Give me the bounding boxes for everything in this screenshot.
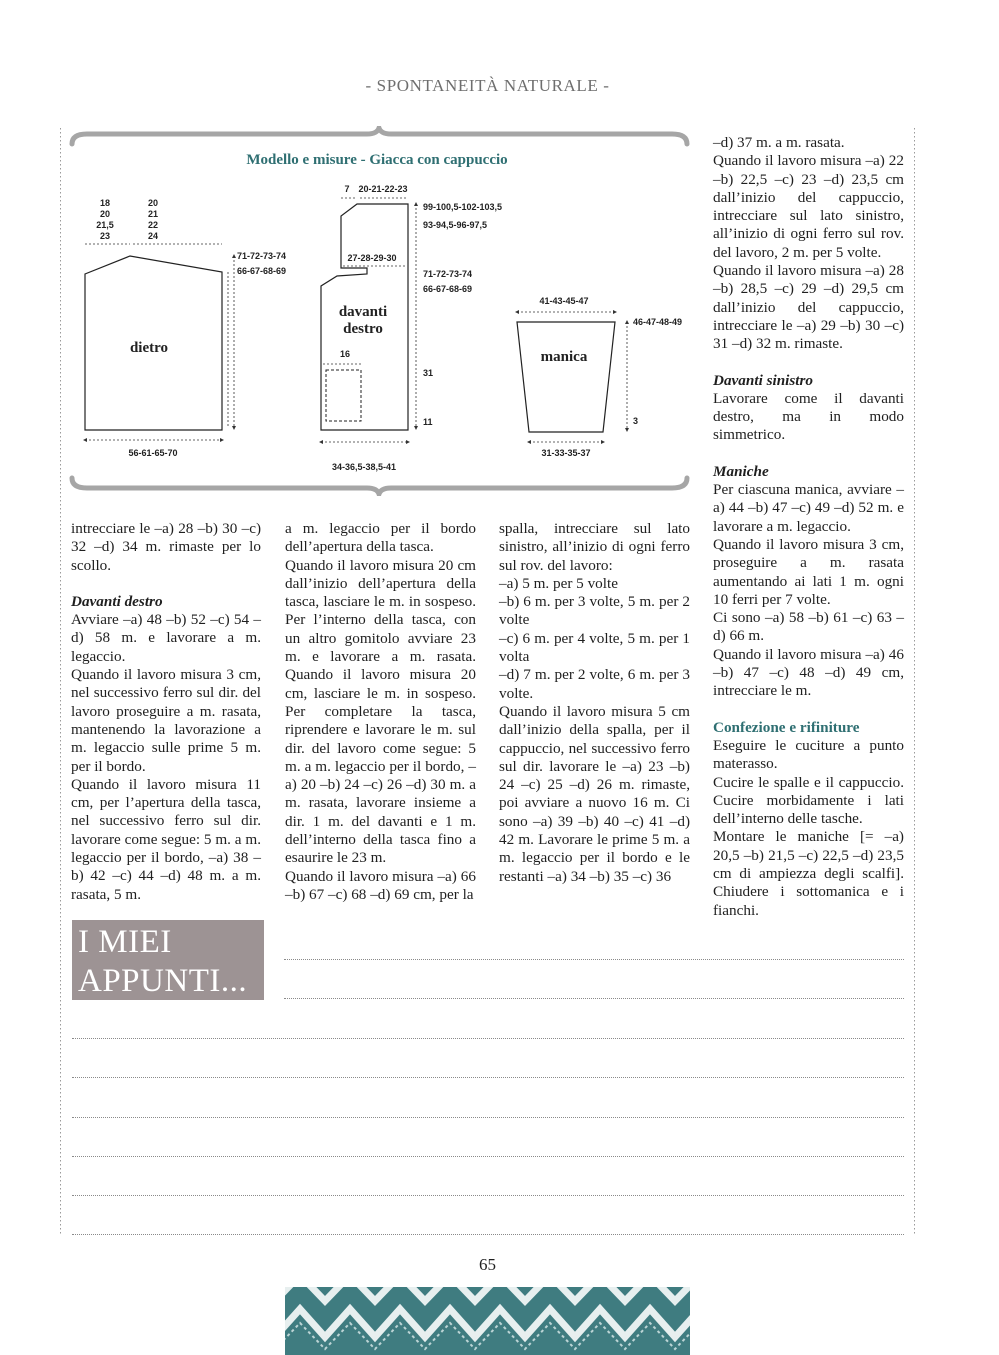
svg-text:21: 21 (147, 209, 159, 219)
svg-text:41-43-45-47: 41-43-45-47 (539, 296, 589, 306)
svg-text:71-72-73-74: 71-72-73-74 (423, 269, 473, 279)
svg-text:93-94,5-96-97,5: 93-94,5-96-97,5 (423, 220, 488, 230)
notes-line (72, 1038, 904, 1039)
text-column-4: –d) 37 m. a m. rasata. Quando il lavoro misura –a) 22 –b) 22,5 –c) 23 –d) 23,5 cm dall’inizio del cappuccio, intrecciare sul lato sinistro, all’inizio di ogni ferro sul rov. del lavoro, 2 m. per 5 volte. Quando il lavoro misura –a) 28 –b) 28,5 –c) 29 –d) 29,5 cm dall’inizio del cappuccio, intrecciare le –a) 29 –b) 30 –c) 31 –d) 32 m. rimaste. Davanti sinistro Lavorare come il davanti destro, ma in modo simmetrico. Maniche Per ciascuna manica, avviare –a) 44 –b) 47 –c) 49 –d) 52 m. e lavorare a m. legaccio. Quando il lavoro misura 3 cm, proseguire a m. rasata aumentando ai lati 1 m. ogni 10 ferri per 7 volte. Ci sono –a) 58 –b) 61 –c) 63 –d) 66 m. Quando il lavoro misura –a) 46 –b) 47 –c) 48 –d) 49 cm, intrecciare le m. Confezione e rifiniture Eseguire le cuciture a punto materasso. Cucire le spalle e il cappuccio. Cucire morbidamente i lati dell’interno delle tasche. Montare le maniche [= –a) 20,5 –b) 21,5 –c) 22,5 –d) 23,5 cm di ampiezza degli scalfi]. Chiudere i sottomanica e i fianchi. (713, 134, 904, 919)
notes-line (72, 1234, 904, 1235)
page-header: - SPONTANEITÀ NATURALE - (365, 76, 610, 95)
svg-text:46-47-48-49: 46-47-48-49 (633, 317, 683, 327)
svg-text:20-21-22-23: 20-21-22-23 (358, 184, 408, 194)
text-column-1: intrecciare le –a) 28 –b) 30 –c) 32 –d) 34 m. rimaste per lo scollo. Davanti destro Avviare –a) 48 –b) 52 –c) 54 –d) 58 m. e lavorare a m. legaccio. Quando il lavoro misura 3 cm, nel successivo ferro sul dir. del lavoro proseguire a m. rasata, mantenendo la lavorazione a m. legaccio sulle prime 5 m. per il bordo. Quando il lavoro misura 11 cm, per l’apertura della tasca, nel successivo ferro sul dir. lavorare come segue: 5 m. a m. legaccio per il bordo, –a) 38 –b) 42 –c) 44 –d) 48 m. a m. rasata, 5 m. (71, 520, 261, 903)
svg-text:56-61-65-70: 56-61-65-70 (128, 448, 178, 458)
text-column-3: spalla, intrecciare sul lato sinistro, all’inizio di ogni ferro sul rov. del lavoro: –a) 5 m. per 5 volte –b) 6 m. per 3 volte, 5 m. per 2 volte –c) 6 m. per 4 volte, 5 m. per 1 volta –d) 7 m. per 2 volte, 6 m. per 3 volte. Quando il lavoro misura 5 cm dall’inizio della spalla, per il cappuccio, nel successivo ferro sul dir. lavorare le –a) 23 –b) 24 –c) 25 –d) 26 m. rimaste, poi avviare a nuovo 16 m. Ci sono –a) 39 –b) 40 –c) 41 –d) 42 m. Lavorare le prime 5 m. a m. legaccio per il bordo e le restanti –a) 34 –b) 35 –c) 36 (499, 520, 690, 885)
svg-text:21,5: 21,5 (96, 220, 114, 230)
svg-text:71-72-73-74: 71-72-73-74 (237, 251, 287, 261)
svg-text:22: 22 (147, 220, 159, 230)
svg-text:66-67-68-69: 66-67-68-69 (423, 284, 473, 294)
top-brace (72, 128, 687, 144)
section-heading-confezione: Confezione e rifiniture (713, 718, 860, 736)
section-heading-davanti-destro: Davanti destro (71, 592, 163, 610)
svg-text:20: 20 (147, 198, 159, 208)
section-heading-davanti-sinistro: Davanti sinistro (713, 371, 814, 389)
svg-text:20: 20 (99, 209, 111, 219)
svg-text:34-36,5-38,5-41: 34-36,5-38,5-41 (331, 462, 397, 472)
manica-piece (517, 296, 682, 458)
diagram-title: Modello e misure - Giacca con cappuccio (246, 152, 508, 168)
svg-text:18: 18 (99, 198, 111, 208)
svg-text:23: 23 (99, 231, 111, 241)
knit-pattern-image (285, 1287, 690, 1355)
manica-label: manica (540, 349, 588, 365)
notes-heading-box: I MIEI APPUNTI... (72, 920, 264, 1000)
svg-text:27-28-29-30: 27-28-29-30 (347, 253, 397, 263)
bottom-brace (72, 478, 687, 494)
section-heading-maniche: Maniche (713, 462, 769, 480)
svg-text:11: 11 (423, 417, 433, 427)
text-column-2: a m. legaccio per il bordo dell’apertura della tasca. Quando il lavoro misura 20 cm dall’inizio dell’apertura della tasca, lasciare le m. in sospeso. Per l’interno della tasca, con un altro gomitolo avviare 23 m. e lavorare a m. rasata. Quando il lavoro misura 20 cm, lasciare le m. in sospeso. Per completare la tasca, riprendere e lavorare le m. sul dir. del lavoro come segue: 5 m. a m. legaccio per il bordo, –a) 20 –b) 24 –c) 26 –d) 30 m. a m. rasata, lavorare insieme a dir. 1 m. del davanti e 1 m. dell’interno della tasca fino a esaurire le 23 m. Quando il lavoro misura –a) 66 –b) 67 –c) 68 –d) 69 cm, per la (285, 520, 476, 903)
notes-line (284, 998, 904, 999)
svg-text:31: 31 (423, 368, 434, 378)
notes-line (72, 1117, 904, 1118)
notes-line (72, 1077, 904, 1078)
notes-line (72, 1156, 904, 1157)
notes-line (72, 1195, 904, 1196)
svg-text:16: 16 (339, 349, 351, 359)
page-number: 65 (479, 1255, 496, 1274)
svg-text:31-33-35-37: 31-33-35-37 (541, 448, 591, 458)
notes-line (284, 959, 904, 960)
right-border (914, 128, 915, 1236)
davanti-label-2: destro (343, 321, 383, 337)
davanti-piece (321, 184, 502, 472)
dietro-label: dietro (129, 340, 169, 356)
pattern-diagram (67, 126, 692, 496)
svg-text:3: 3 (633, 416, 639, 426)
svg-text:7: 7 (344, 184, 350, 194)
davanti-label-1: davanti (338, 304, 388, 320)
dietro-piece (85, 198, 286, 458)
svg-text:24: 24 (147, 231, 159, 241)
left-border (60, 128, 61, 1236)
svg-text:66-67-68-69: 66-67-68-69 (237, 266, 287, 276)
svg-text:99-100,5-102-103,5: 99-100,5-102-103,5 (423, 202, 503, 212)
